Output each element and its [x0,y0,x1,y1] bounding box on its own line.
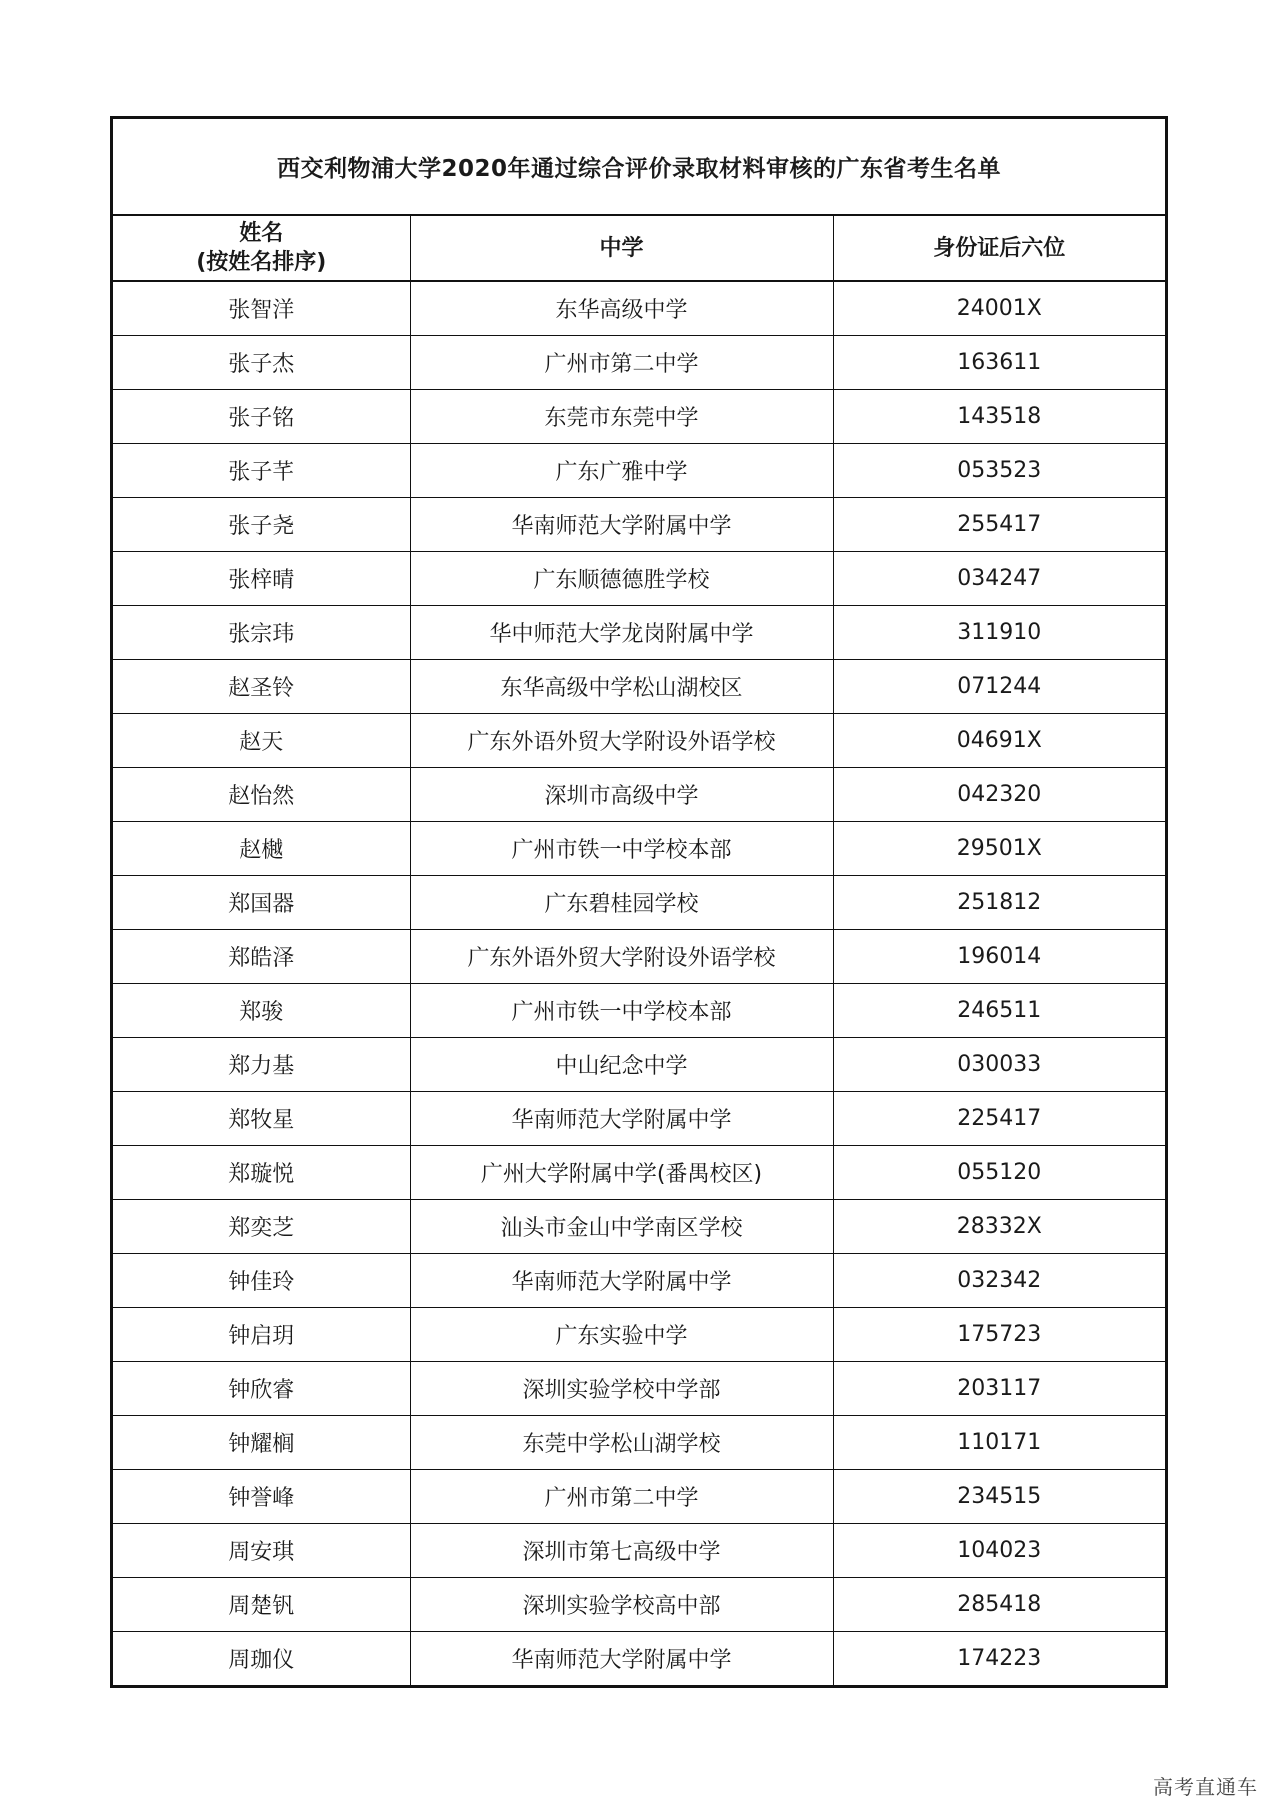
table-row [113,1416,1165,1470]
table-row [113,1038,1165,1092]
table-row [113,768,1165,822]
cell-school: 东华高级中学 [410,281,833,336]
cell-name: 郑皓泽 [113,930,410,984]
table-row [113,552,1165,606]
cell-school: 深圳市高级中学 [410,768,833,822]
cell-school: 广州市第二中学 [410,1470,833,1524]
header-name [113,216,410,281]
cell-school: 深圳实验学校高中部 [410,1578,833,1632]
cell-id: 246511 [833,984,1165,1038]
table-row [113,606,1165,660]
table-row [113,390,1165,444]
cell-school: 东莞中学松山湖学校 [410,1416,833,1470]
cell-name: 钟耀榈 [113,1416,410,1470]
header-name-sort-note: (按姓名排序) [196,250,327,275]
cell-id: 29501X [833,822,1165,876]
cell-name: 周安琪 [113,1524,410,1578]
roster-body [113,281,1165,1685]
cell-name: 郑奕芝 [113,1200,410,1254]
cell-school: 深圳市第七高级中学 [410,1524,833,1578]
cell-school: 广东外语外贸大学附设外语学校 [410,930,833,984]
roster-sheet [110,116,1168,1688]
cell-name: 钟佳玲 [113,1254,410,1308]
cell-name: 赵圣铃 [113,660,410,714]
cell-name: 张子尧 [113,498,410,552]
table-row [113,1578,1165,1632]
table-row [113,1632,1165,1686]
cell-name: 张子杰 [113,336,410,390]
document-title: 西交利物浦大学2020年通过综合评价录取材料审核的广东省考生名单 [113,119,1165,216]
cell-name: 张子铭 [113,390,410,444]
cell-id: 311910 [833,606,1165,660]
cell-school: 广州大学附属中学(番禺校区) [410,1146,833,1200]
cell-school: 中山纪念中学 [410,1038,833,1092]
cell-name: 周珈仪 [113,1632,410,1686]
cell-id: 234515 [833,1470,1165,1524]
cell-school: 东华高级中学松山湖校区 [410,660,833,714]
header-row [113,216,1165,281]
cell-school: 广东广雅中学 [410,444,833,498]
cell-name: 郑力基 [113,1038,410,1092]
cell-id: 285418 [833,1578,1165,1632]
cell-id: 196014 [833,930,1165,984]
table-row [113,281,1165,336]
cell-id: 143518 [833,390,1165,444]
cell-id: 104023 [833,1524,1165,1578]
cell-name: 钟誉峰 [113,1470,410,1524]
cell-school: 汕头市金山中学南区学校 [410,1200,833,1254]
table-row [113,1470,1165,1524]
cell-school: 深圳实验学校中学部 [410,1362,833,1416]
cell-id: 04691X [833,714,1165,768]
cell-name: 张梓晴 [113,552,410,606]
table-row [113,1524,1165,1578]
cell-school: 华南师范大学附属中学 [410,1632,833,1686]
cell-name: 赵天 [113,714,410,768]
table-row [113,714,1165,768]
table-row [113,1092,1165,1146]
cell-name: 郑骏 [113,984,410,1038]
table-row [113,1308,1165,1362]
table-row [113,498,1165,552]
cell-id: 055120 [833,1146,1165,1200]
cell-name: 周楚钒 [113,1578,410,1632]
cell-school: 广州市铁一中学校本部 [410,822,833,876]
cell-school: 东莞市东莞中学 [410,390,833,444]
cell-id: 071244 [833,660,1165,714]
cell-id: 034247 [833,552,1165,606]
cell-id: 28332X [833,1200,1165,1254]
cell-school: 广东碧桂园学校 [410,876,833,930]
header-name-label: 姓名 [239,221,284,246]
table-row [113,984,1165,1038]
roster-table [113,216,1165,1685]
cell-name: 张宗玮 [113,606,410,660]
table-row [113,1362,1165,1416]
cell-id: 032342 [833,1254,1165,1308]
cell-name: 钟启玥 [113,1308,410,1362]
cell-school: 华中师范大学龙岗附属中学 [410,606,833,660]
cell-name: 张智洋 [113,281,410,336]
table-row [113,1254,1165,1308]
watermark-text: 高考直通车 [1153,1775,1258,1799]
cell-id: 053523 [833,444,1165,498]
cell-id: 251812 [833,876,1165,930]
cell-id: 174223 [833,1632,1165,1686]
cell-name: 钟欣睿 [113,1362,410,1416]
cell-id: 175723 [833,1308,1165,1362]
cell-id: 225417 [833,1092,1165,1146]
cell-id: 042320 [833,768,1165,822]
table-row [113,660,1165,714]
cell-school: 华南师范大学附属中学 [410,498,833,552]
cell-school: 广东外语外贸大学附设外语学校 [410,714,833,768]
cell-school: 广东顺德德胜学校 [410,552,833,606]
cell-school: 广州市铁一中学校本部 [410,984,833,1038]
cell-school: 广州市第二中学 [410,336,833,390]
cell-id: 030033 [833,1038,1165,1092]
cell-id: 24001X [833,281,1165,336]
table-row [113,444,1165,498]
cell-school: 华南师范大学附属中学 [410,1254,833,1308]
table-row [113,930,1165,984]
header-school: 中学 [410,216,833,281]
cell-name: 郑璇悦 [113,1146,410,1200]
cell-id: 110171 [833,1416,1165,1470]
table-row [113,1200,1165,1254]
cell-name: 张子芊 [113,444,410,498]
table-row [113,1146,1165,1200]
cell-id: 163611 [833,336,1165,390]
cell-id: 203117 [833,1362,1165,1416]
cell-school: 广东实验中学 [410,1308,833,1362]
header-id: 身份证后六位 [833,216,1165,281]
cell-id: 255417 [833,498,1165,552]
cell-name: 赵怡然 [113,768,410,822]
cell-school: 华南师范大学附属中学 [410,1092,833,1146]
table-row [113,822,1165,876]
table-row [113,876,1165,930]
table-row [113,336,1165,390]
cell-name: 赵樾 [113,822,410,876]
cell-name: 郑牧星 [113,1092,410,1146]
cell-name: 郑国器 [113,876,410,930]
